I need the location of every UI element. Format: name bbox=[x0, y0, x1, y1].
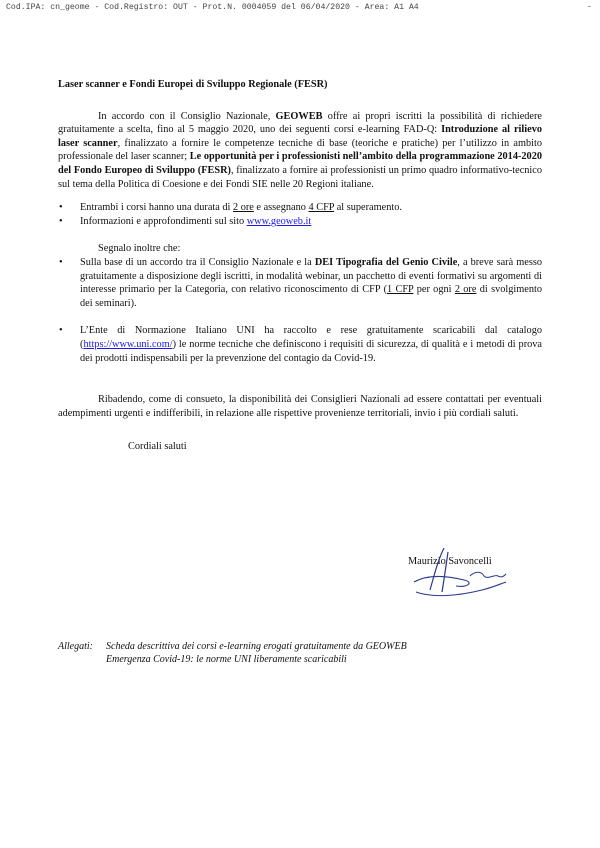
item-text: Informazioni e approfondimenti sul sito bbox=[80, 215, 247, 227]
bullet-icon: • bbox=[59, 256, 63, 268]
item-text: e assegnano bbox=[253, 202, 309, 214]
course-fesr: Le opportunità per i professionisti nell’ambito della programmazione 2014-2020 del Fondo Europeo di Sviluppo (FESR) bbox=[58, 151, 542, 176]
item-text: al superamento. bbox=[334, 202, 402, 214]
attachment-item: Emergenza Covid-19: le norme UNI liberamente scaricabili bbox=[106, 653, 347, 665]
cfp-value: 4 CFP bbox=[308, 202, 335, 214]
item-text: , a breve sarà messo gratuitamente a disposizione degli iscritti, in modalità webinar, un pacchetto di eventi formativi su argomenti di interesse primario per la Categoria, con relativo riconoscimento di CFP ( bbox=[80, 256, 542, 296]
greeting: Cordiali saluti bbox=[128, 441, 187, 453]
intro-text-4: , finalizzato a fornire ai professionisti un primo quadro informativo-tecnico sul tema della Politica di Coesione e dei Fondi SIE nelle 20 Regioni italiane. bbox=[58, 164, 543, 190]
item-text: Entrambi i corsi hanno una durata di bbox=[80, 202, 233, 214]
list-item bbox=[58, 324, 542, 365]
notes-list bbox=[58, 256, 542, 365]
closing-paragraph: Ribadendo, come di consueto, la disponibilità dei Consiglieri Nazionali ad essere contattati per eventuali adempimenti urgenti e indifferibili, in relazione alle rispettive provenienze territoriali, invio i più cordiali saluti. bbox=[58, 394, 542, 419]
intro-paragraph bbox=[58, 110, 542, 192]
item-text: L’Ente di Normazione Italiano UNI ha raccolto e rese gratuitamente scaricabili dal catalogo ( bbox=[80, 325, 542, 350]
item-text: di svolgimento dei seminari). bbox=[80, 284, 542, 309]
signature-block bbox=[408, 556, 528, 600]
header-dash: - bbox=[586, 2, 592, 12]
intro-text-2: offre ai propri iscritti la possibilità di richiedere gratuitamente a scelta, fino al 5 maggio 2020, uno dei seguenti corsi e-learning FAD-Q: bbox=[58, 110, 542, 136]
attachments-label: Allegati: bbox=[58, 641, 93, 652]
bullet-icon: • bbox=[59, 202, 63, 214]
signer-name: Maurizio Savoncelli bbox=[408, 556, 492, 567]
intro-text-1: In accordo con il Consiglio Nazionale, bbox=[98, 110, 276, 122]
letter-body bbox=[58, 78, 542, 454]
attachments-list bbox=[106, 641, 546, 666]
attachment-item: Scheda descrittiva dei corsi e-learning erogati gratuitamente da GEOWEB bbox=[106, 641, 407, 652]
course-info-list bbox=[58, 201, 542, 228]
geoweb-link[interactable]: www.geoweb.it bbox=[246, 215, 312, 227]
note-intro: Segnalo inoltre che: bbox=[98, 243, 181, 255]
cfp-value: 1 CFP bbox=[387, 284, 414, 296]
item-text: per ogni bbox=[413, 284, 455, 296]
uni-link[interactable]: https://www.uni.com/ bbox=[83, 338, 173, 350]
hours-value: 2 ore bbox=[454, 284, 477, 296]
item-text: ) le norme tecniche che definiscono i requisiti di sicurezza, di qualità e i metodi di prova dei prodotti indispensabili per la prevenzione del contagio da Covid-19. bbox=[80, 338, 542, 364]
dei-name: DEI Tipografia del Genio Civile bbox=[314, 256, 458, 268]
intro-text-3: , finalizzato a fornire le competenze tecniche di base (teoriche e pratiche) per l’utilizzo in ambito professionale del laser scanner; bbox=[58, 137, 542, 163]
protocol-stamp: Cod.IPA: cn_geome - Cod.Registro: OUT - Prot.N. 0004059 del 06/04/2020 - Area: A1 A4 bbox=[6, 3, 419, 12]
bullet-icon: • bbox=[59, 215, 63, 227]
bullet-icon: • bbox=[59, 325, 63, 337]
list-item bbox=[58, 201, 542, 215]
item-text: Sulla base di un accordo tra il Consiglio Nazionale e la bbox=[80, 256, 315, 268]
duration-value: 2 ore bbox=[232, 202, 254, 214]
geoweb-name: GEOWEB bbox=[275, 110, 323, 122]
course-laser-scanner: Introduzione al rilievo laser scanner bbox=[58, 124, 542, 149]
letter-subject: Laser scanner e Fondi Europei di Sviluppo Regionale (FESR) bbox=[58, 79, 328, 90]
handwritten-signature-icon bbox=[408, 546, 528, 602]
list-item bbox=[58, 215, 542, 229]
list-item bbox=[58, 256, 542, 310]
